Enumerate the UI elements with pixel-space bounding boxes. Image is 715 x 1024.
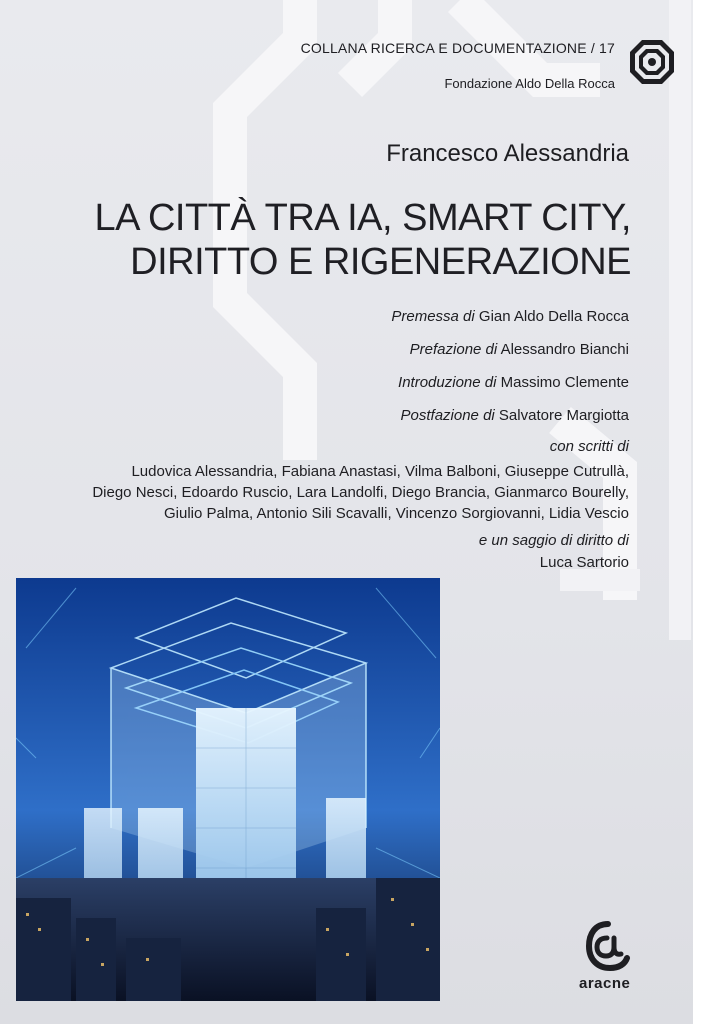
title-line-1: LA CITTÀ TRA IA, SMART CITY, bbox=[94, 197, 631, 239]
essay-author: Luca Sartorio bbox=[539, 554, 629, 571]
foundation-octagon-seal-icon bbox=[628, 38, 676, 86]
essay-label: e un saggio di diritto di bbox=[478, 532, 629, 549]
aracne-logo-icon bbox=[583, 920, 633, 972]
contributors-line: Diego Nesci, Edoardo Ruscio, Lara Landolfi, Diego Brancia, Gianmarco Bourelly, bbox=[92, 484, 629, 501]
series-label: COLLANA RICERCA E DOCUMENTAZIONE / 17 bbox=[300, 40, 615, 56]
credit-introduzione: Introduzione di Massimo Clemente bbox=[398, 374, 629, 391]
author-name: Francesco Alessandria bbox=[386, 140, 629, 167]
credit-premessa: Premessa di Gian Aldo Della Rocca bbox=[391, 308, 629, 325]
publisher-name: aracne bbox=[579, 975, 631, 992]
credit-postfazione: Postfazione di Salvatore Margiotta bbox=[400, 407, 629, 424]
foundation-name: Fondazione Aldo Della Rocca bbox=[444, 76, 615, 91]
title-line-2: DIRITTO E RIGENERAZIONE bbox=[130, 241, 631, 283]
book-title bbox=[95, 196, 631, 284]
contributors-line: Ludovica Alessandria, Fabiana Anastasi, Vilma Balboni, Giuseppe Cutrullà, bbox=[131, 463, 629, 480]
contributors-line: Giulio Palma, Antonio Sili Scavalli, Vincenzo Sorgiovanni, Lidia Vescio bbox=[164, 505, 629, 522]
credit-prefazione: Prefazione di Alessandro Bianchi bbox=[409, 341, 629, 358]
writings-label: con scritti di bbox=[549, 438, 629, 455]
smart-city-skyscraper-image bbox=[16, 578, 440, 1001]
contributors-list bbox=[9, 461, 629, 524]
